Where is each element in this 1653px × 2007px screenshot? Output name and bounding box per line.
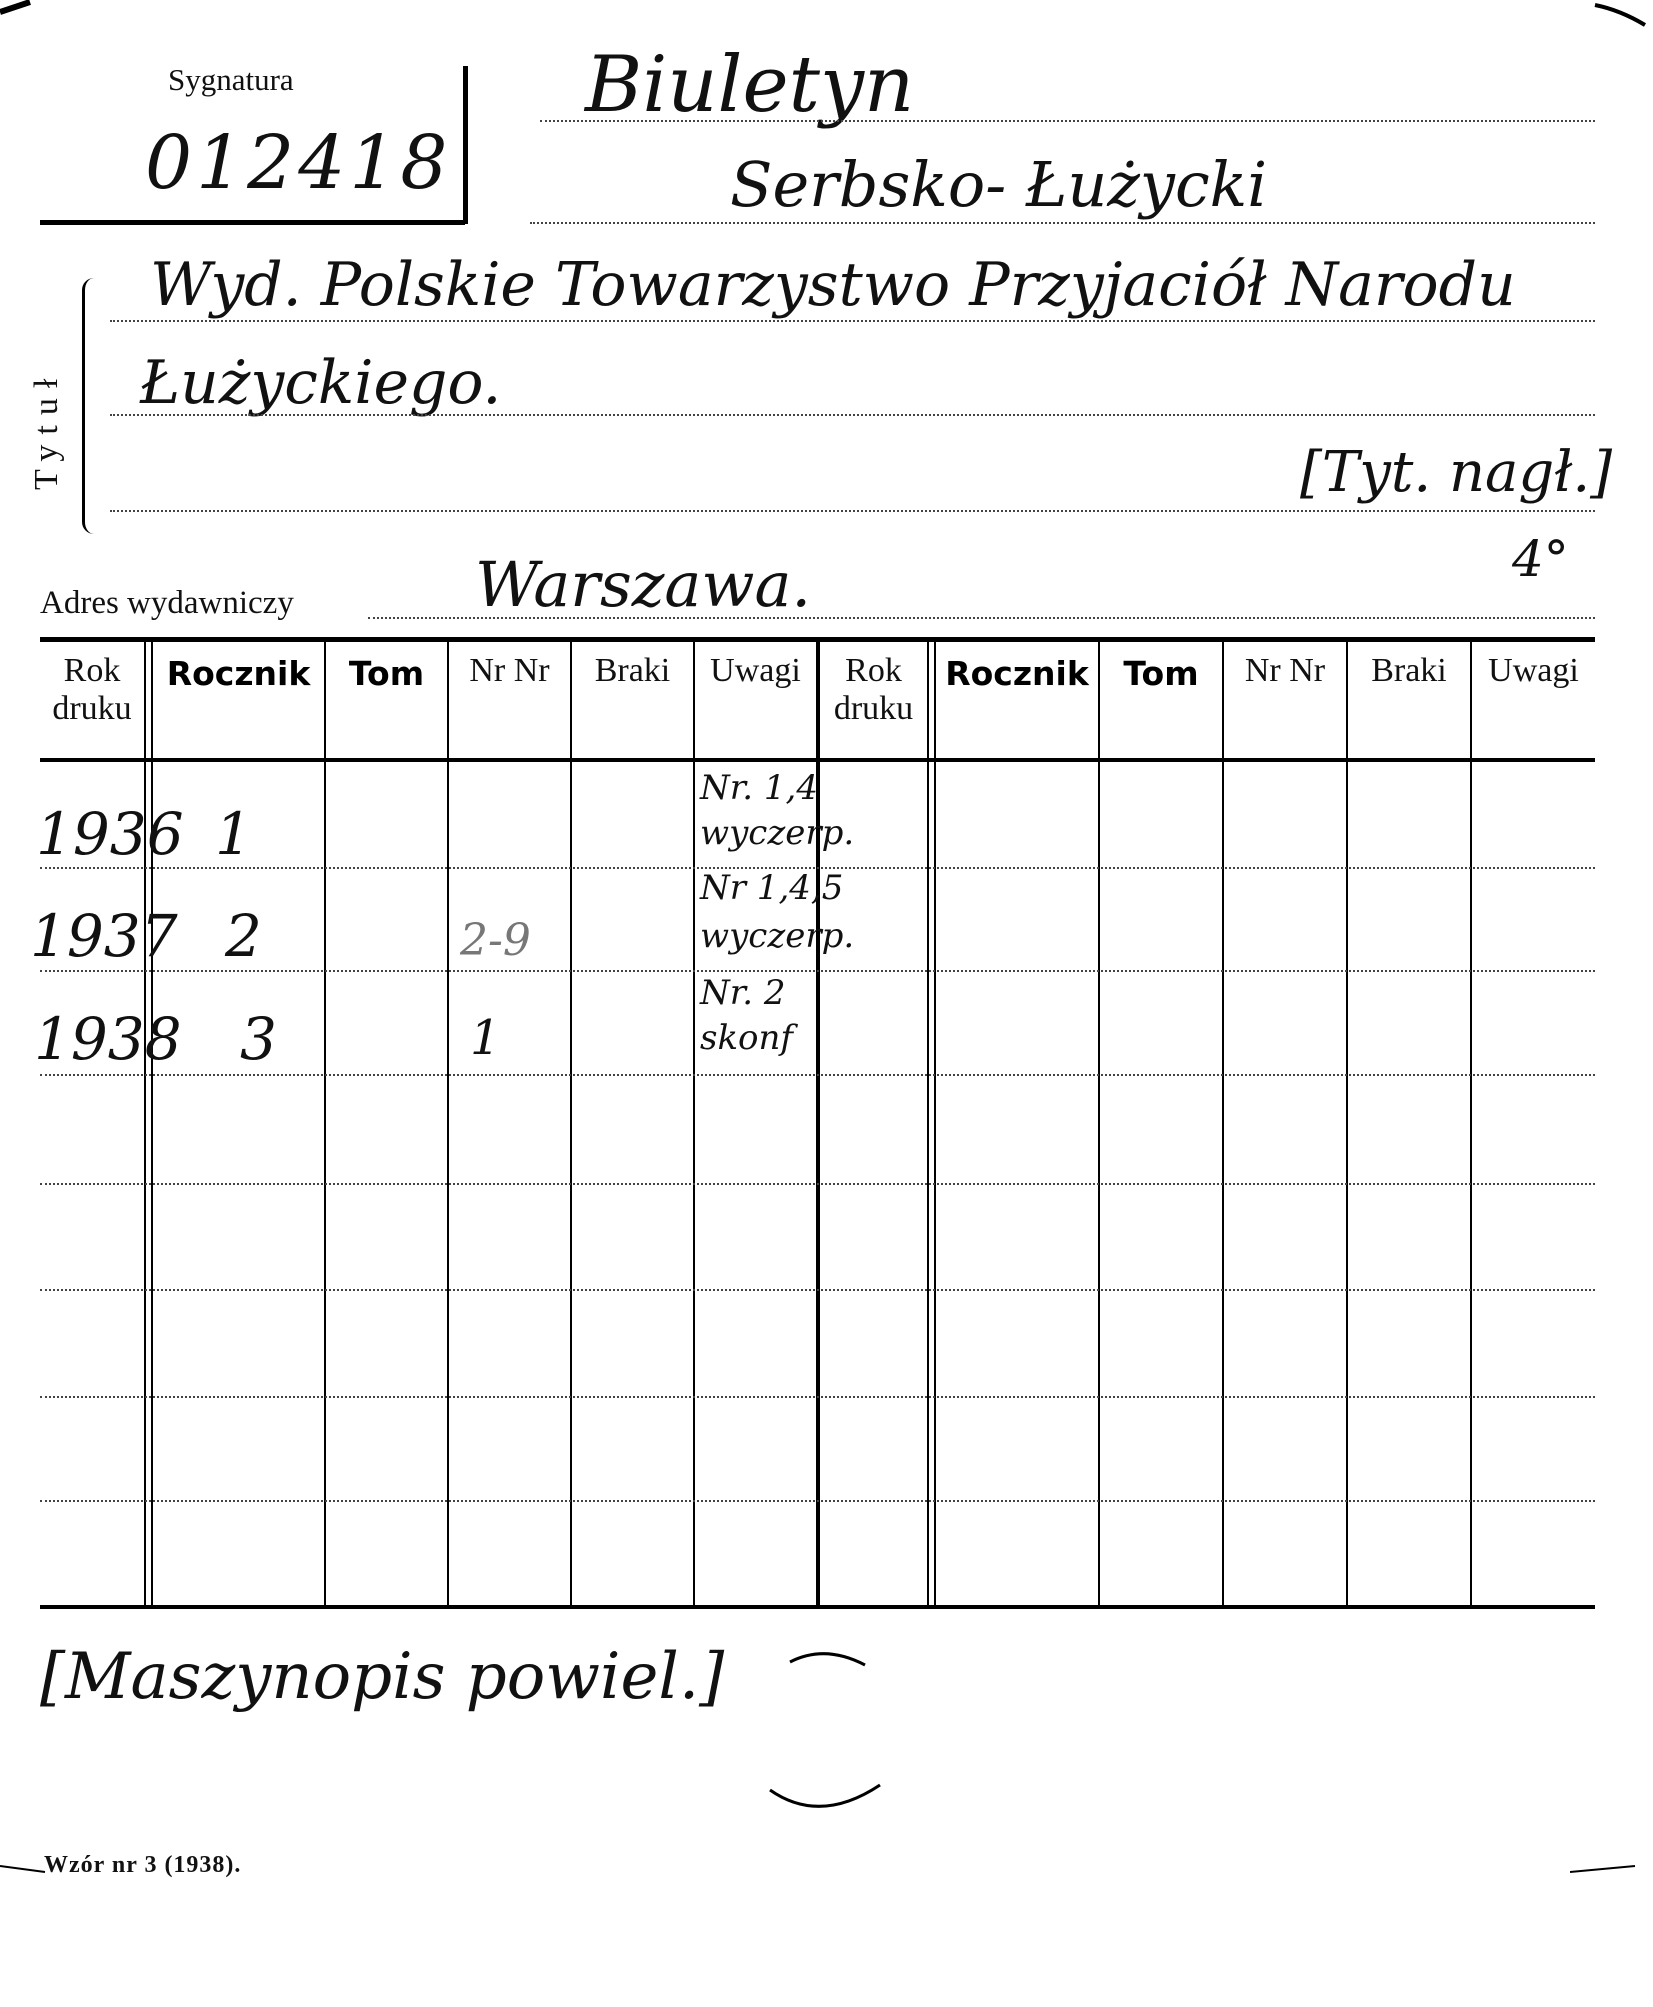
dotted-line bbox=[110, 414, 1595, 416]
column-header: Rok druku bbox=[833, 652, 914, 727]
column-header: Uwagi bbox=[1488, 652, 1579, 689]
cell-uwagi-line2: wyczerp. bbox=[700, 916, 855, 956]
punch-hole-mark bbox=[780, 1640, 880, 1680]
dotted-line bbox=[540, 120, 1595, 122]
row-rule bbox=[40, 1183, 1595, 1185]
cell-nrnr: 1 bbox=[470, 1010, 501, 1066]
column-header: Tom bbox=[348, 654, 425, 693]
table-bottom-rule bbox=[40, 1605, 1595, 1609]
column-rule bbox=[693, 642, 695, 1605]
column-header: Braki bbox=[1371, 652, 1447, 689]
tytul-line-2: Łużyckiego. bbox=[140, 348, 502, 418]
format-value: 4° bbox=[1512, 530, 1569, 588]
tytul-brace bbox=[82, 278, 99, 534]
edge-mark bbox=[1570, 1860, 1640, 1880]
title-line-2: Serbsko- Łużycki bbox=[730, 148, 1268, 221]
sygnatura-label: Sygnatura bbox=[168, 62, 294, 97]
edge-mark bbox=[0, 1860, 50, 1880]
column-rule bbox=[151, 642, 153, 1605]
column-rule bbox=[1222, 642, 1224, 1605]
title-line-1: Biuletyn bbox=[585, 40, 915, 130]
column-rule bbox=[324, 642, 326, 1605]
row-rule bbox=[40, 970, 1595, 972]
column-header: Uwagi bbox=[710, 652, 801, 689]
tytul-line-1: Wyd. Polskie Towarzystwo Przyjaciół Narodu bbox=[150, 250, 1516, 320]
column-rule bbox=[1346, 642, 1348, 1605]
sygnatura-value: 012418 bbox=[145, 120, 452, 206]
footer-note: [Maszynopis powiel.] bbox=[40, 1640, 725, 1714]
cell-uwagi-line1: Nr 1,4,5 bbox=[700, 868, 844, 908]
column-header: Nr Nr bbox=[469, 652, 550, 689]
row-rule bbox=[40, 1500, 1595, 1502]
edge-mark bbox=[1590, 0, 1650, 30]
tytul-note: [Tyt. nagł.] bbox=[1300, 440, 1613, 505]
punch-hole-mark bbox=[760, 1780, 890, 1830]
column-rule bbox=[144, 642, 146, 1605]
column-rule bbox=[570, 642, 572, 1605]
row-rule bbox=[40, 1396, 1595, 1398]
dotted-line bbox=[368, 617, 1595, 619]
sygnatura-bottom-rule bbox=[40, 220, 465, 225]
form-id: Wzór nr 3 (1938). bbox=[44, 1852, 242, 1878]
cell-uwagi-line2: skonf bbox=[700, 1018, 794, 1058]
column-rule bbox=[1470, 642, 1472, 1605]
cell-rocznik: 2 bbox=[225, 902, 262, 970]
column-header: Braki bbox=[594, 652, 671, 689]
dotted-line bbox=[530, 222, 1595, 224]
cell-nrnr: 2-9 bbox=[460, 915, 531, 966]
row-rule bbox=[40, 1074, 1595, 1076]
edge-mark bbox=[0, 0, 40, 20]
cell-rok: 1937 bbox=[30, 902, 178, 970]
column-header: Tom bbox=[1123, 654, 1199, 693]
column-header: Rocznik bbox=[166, 654, 311, 693]
column-rule bbox=[934, 642, 936, 1605]
cell-uwagi-line2: wyczerp. bbox=[700, 813, 855, 853]
sygnatura-right-rule bbox=[463, 66, 468, 224]
cell-rok: 1936 bbox=[36, 800, 184, 868]
cell-rocznik: 1 bbox=[215, 800, 252, 868]
cell-uwagi-line1: Nr. 1,4 bbox=[700, 768, 818, 808]
cell-rok: 1938 bbox=[34, 1005, 182, 1073]
dotted-line bbox=[110, 510, 1595, 512]
column-header: Rok druku bbox=[52, 652, 132, 727]
dotted-line bbox=[110, 320, 1595, 322]
column-rule bbox=[927, 642, 929, 1605]
cell-rocznik: 3 bbox=[240, 1005, 277, 1073]
adres-value: Warszawa. bbox=[475, 548, 812, 621]
column-rule bbox=[1098, 642, 1100, 1605]
row-rule bbox=[40, 1289, 1595, 1291]
column-header: Nr Nr bbox=[1244, 652, 1326, 689]
adres-label: Adres wydawniczy bbox=[40, 585, 294, 621]
tytul-label: Tytuł bbox=[28, 368, 65, 490]
column-header: Rocznik bbox=[945, 654, 1089, 693]
column-rule bbox=[447, 642, 449, 1605]
cell-uwagi-line1: Nr. 2 bbox=[700, 973, 786, 1013]
